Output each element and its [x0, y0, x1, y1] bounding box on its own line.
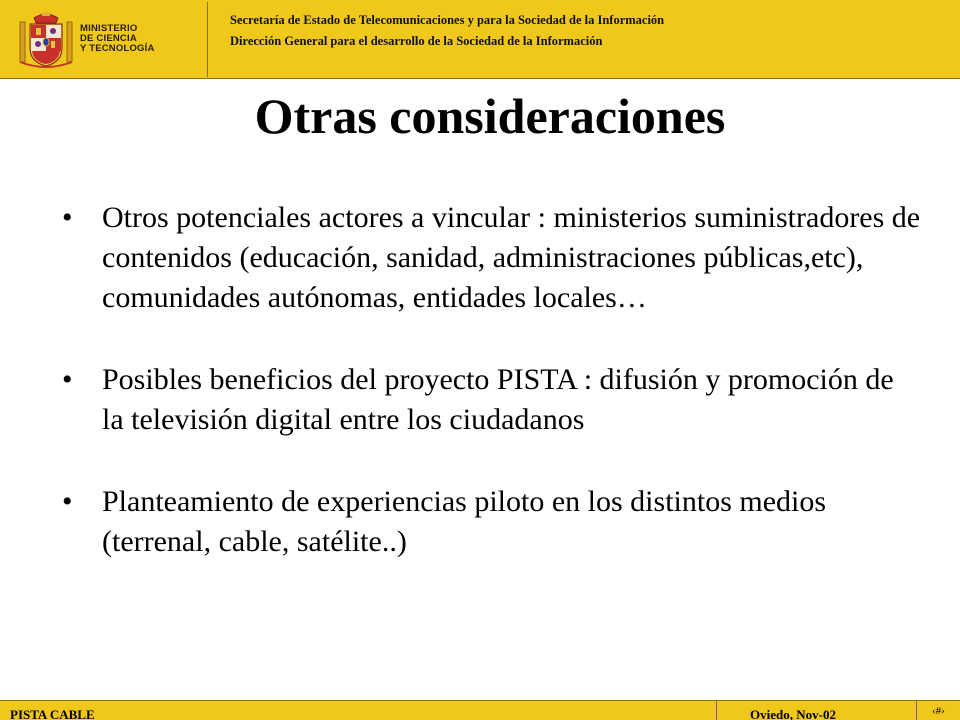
- slide-title: Otras consideraciones: [254, 88, 726, 144]
- footer-divider: [916, 701, 917, 720]
- ministry-line-2: DE CIENCIA: [80, 33, 137, 44]
- slide-footer: [0, 700, 960, 720]
- bullet-item-1: • Otros potenciales actores a vincular : ministerios suministradores de contenidos (educación, sanidad, administraciones públicas,etc), comunidades autónomas, entidades locales…: [62, 198, 922, 318]
- footer-divider: [716, 701, 717, 720]
- bullet-item-2: • Posibles beneficios del proyecto PISTA : difusión y promoción de la televisión digital entre los ciudadanos: [62, 360, 922, 440]
- bullet-list: [62, 198, 922, 562]
- coat-of-arms-icon: [18, 10, 74, 70]
- header-line-2: Dirección General para el desarrollo de la Sociedad de la Información: [230, 34, 603, 48]
- footer-project: PISTA CABLE: [10, 707, 95, 720]
- ministry-line-3: Y TECNOLOGÍA: [80, 43, 155, 54]
- header-text: [230, 10, 664, 52]
- footer-page-number: ‹#›: [932, 705, 945, 717]
- footer-location-date: Oviedo, Nov-02: [750, 707, 836, 720]
- header-line-1: Secretaría de Estado de Telecomunicaciones y para la Sociedad de la Información: [230, 13, 665, 27]
- ministry-line-1: MINISTERIO: [80, 23, 138, 34]
- ministry-name: [80, 24, 155, 54]
- bullet-item-3: • Planteamiento de experiencias piloto en los distintos medios (terrenal, cable, satélite..): [62, 482, 922, 562]
- ministry-logo: [4, 2, 208, 77]
- slide-header: [0, 0, 960, 79]
